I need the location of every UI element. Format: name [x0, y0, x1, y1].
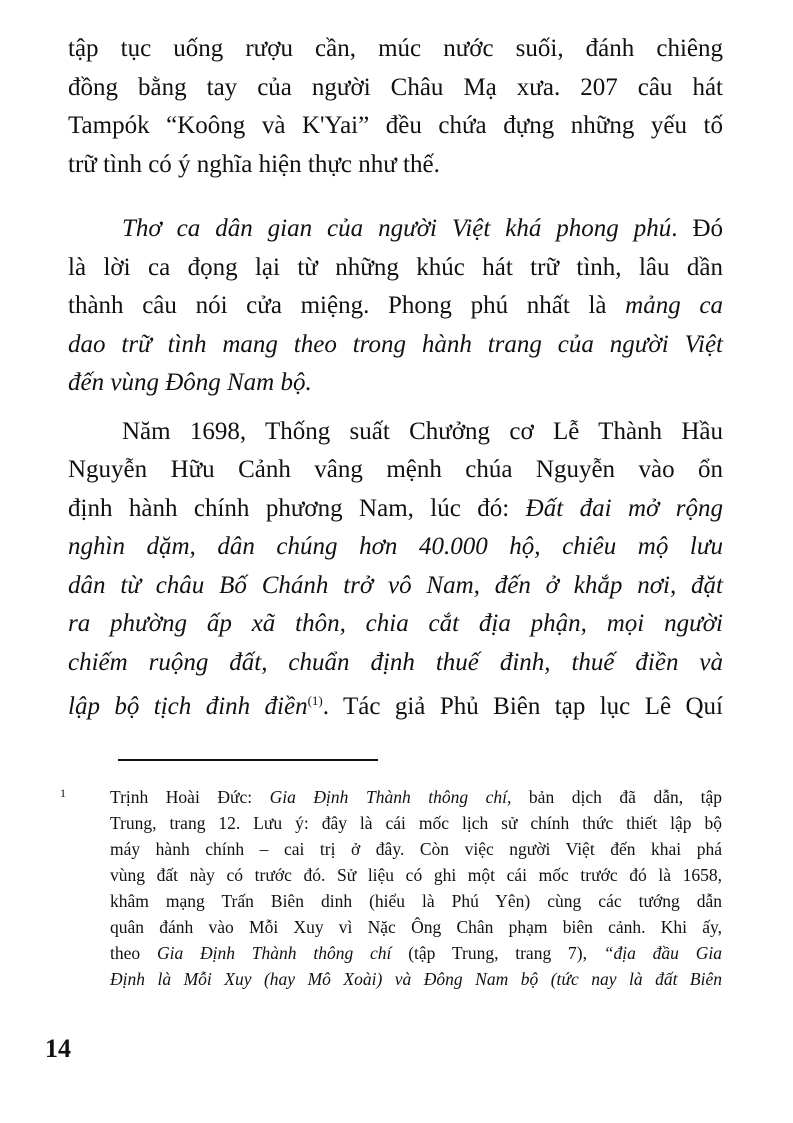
text-line: [68, 528, 723, 567]
paragraph: [68, 413, 723, 721]
text-line: [68, 69, 723, 108]
text-segment: mảng ca: [625, 292, 723, 319]
text-line: [68, 146, 723, 185]
text-segment: “địa đầu Gia: [603, 943, 722, 963]
text-line: [68, 287, 723, 326]
text-segment: vùng đất này có trước đó. Sử liệu có ghi một cái mốc trước đó là 1658,: [110, 865, 722, 885]
text-line: [68, 326, 723, 365]
text-line: [68, 682, 723, 721]
footnote-divider: [118, 759, 378, 761]
text-line: [110, 810, 722, 836]
text-segment: bản dịch đã dẫn, tập: [511, 787, 722, 807]
text-segment: Tampók “Koông và K'Yai” đều chứa đựng những yếu tố: [68, 112, 723, 139]
text-line: [68, 567, 723, 606]
text-line: [68, 605, 723, 644]
footnote-reference: (1): [307, 693, 323, 708]
paragraph: [68, 210, 723, 403]
footnote-marker: 1: [60, 786, 66, 800]
text-segment: Nguyễn Hữu Cảnh vâng mệnh chúa Nguyễn vào ổn: [68, 456, 723, 483]
text-segment: Định là Mỗi Xuy (hay Mô Xoài) và Đông Nam bộ (tức nay là đất Biên: [110, 969, 722, 989]
text-segment: định hành chính phương Nam, lúc đó:: [68, 494, 526, 522]
text-line: [68, 644, 723, 683]
main-text: [68, 30, 723, 721]
text-line: [68, 364, 723, 403]
text-segment: khâm mạng Trấn Biên dinh (hiểu là Phú Yên) cùng các tướng dẫn: [110, 891, 722, 911]
text-segment: thành câu nói cửa miệng. Phong phú nhất là: [68, 292, 626, 319]
text-segment: đồng bằng tay của người Châu Mạ xưa. 207 câu hát: [68, 73, 723, 101]
text-line: [110, 940, 722, 966]
text-line: [110, 888, 722, 914]
text-segment: Gia Định Thành thông chí: [156, 943, 392, 963]
text-line: [68, 451, 723, 490]
page-number: 14: [45, 1034, 71, 1063]
text-line: [110, 914, 722, 940]
text-segment: ra phường ấp xã thôn, chia cắt địa phận, mọi người: [68, 610, 723, 637]
text-segment: máy hành chính – cai trị ở đây. Còn việc người Việt đến khai phá: [110, 839, 722, 859]
text-segment: Trung, trang 12. Lưu ý: đây là cái mốc lịch sử chính thức thiết lập bộ: [110, 813, 722, 833]
text-segment: Năm 1698, Thống suất Chưởng cơ Lễ Thành Hầu: [122, 417, 723, 445]
text-segment: dân từ châu Bố Chánh trở vô Nam, đến ở khắp nơi, đặt: [68, 571, 723, 599]
text-segment: quân đánh vào Mỗi Xuy vì Nặc Ông Chân phạm biên cảnh. Khi ấy,: [110, 917, 722, 937]
text-segment: tập tục uống rượu cần, múc nước suối, đánh chiêng: [68, 35, 723, 62]
text-segment: trữ tình có ý nghĩa hiện thực như thế.: [68, 150, 440, 178]
text-segment: là lời ca đọng lại từ những khúc hát trữ tình, lâu dần: [68, 253, 723, 281]
paragraph: [68, 30, 723, 184]
text-line: [68, 249, 723, 288]
text-line: [68, 413, 723, 452]
text-segment: . Tác giả Phủ Biên tạp lục Lê Quí: [322, 693, 723, 720]
text-segment: . Đó: [671, 215, 723, 242]
text-segment: (tập Trung, trang 7),: [391, 943, 604, 963]
text-segment: chiếm ruộng đất, chuẩn định thuế đinh, thuế điền và: [68, 648, 723, 676]
text-segment: theo: [110, 943, 157, 963]
text-segment: Gia Định Thành thông chí,: [269, 787, 512, 807]
text-segment: Đất đai mở rộng: [525, 494, 723, 522]
text-line: [110, 862, 722, 888]
text-line: [68, 490, 723, 529]
text-line: [68, 107, 723, 146]
text-segment: đến vùng Đông Nam bộ.: [68, 369, 312, 396]
text-line: [110, 836, 722, 862]
text-line: [110, 784, 722, 810]
footnote: [110, 784, 722, 992]
text-line: [110, 966, 722, 992]
text-segment: Thơ ca dân gian của người Việt khá phong phú: [122, 215, 672, 242]
text-line: [68, 30, 723, 69]
text-segment: nghìn dặm, dân chúng hơn 40.000 hộ, chiêu mộ lưu: [68, 533, 723, 560]
text-segment: Trịnh Hoài Đức:: [110, 787, 270, 807]
text-line: [68, 210, 723, 249]
text-segment: lập bộ tịch đinh điền: [68, 693, 308, 720]
text-segment: dao trữ tình mang theo trong hành trang của người Việt: [68, 330, 723, 358]
